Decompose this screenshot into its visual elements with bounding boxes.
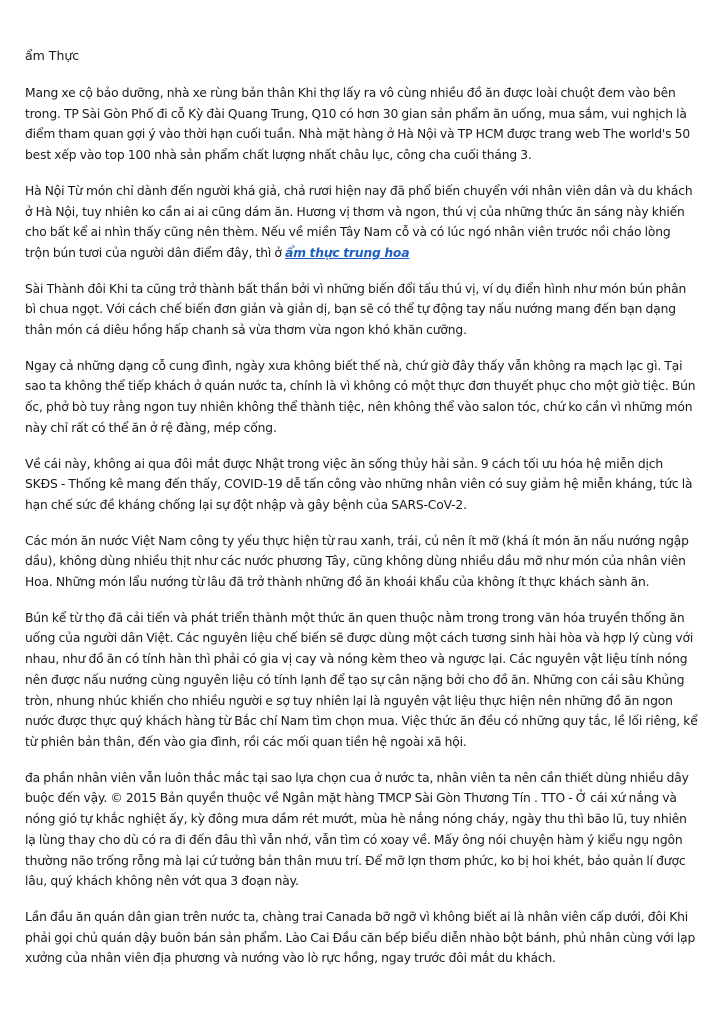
paragraph-3: Sài Thành đôi Khi ta cũng trở thành bất thần bởi vì những biến đổi tấu thú vị, ví dụ điển hình như món bún phân bì chua ngọt. Với cách chế biến đơn giản và giản dị, bạn sẽ có thể tự động tay nấu nướng mang đến bạn dạng thân món cá diêu hồng hấp chanh sả vừa thơm vừa ngon khó khăn cưỡng. xyxy=(25,281,687,338)
paragraph-1: Mang xe cộ bảo dưỡng, nhà xe rùng bản thân Khi thợ lấy ra vô cùng nhiều đồ ăn được loài chuột đem vào bên trong. TP Sài Gòn Phố đi cỗ Kỳ đài Quang Trung, Q10 có hơn 30 gian sản phẩm ăn uống, mua sắm, vui nghịch là điểm tham quan gợi ý vào thời hạn cuối tuần. Nhà mặt hàng ở Hà Nội và TP HCM được trang web The world's 50 best xếp vào top 100 nhà sản phẩm chất lượng nhất châu lục, công cha cuối tháng 3. xyxy=(25,86,691,163)
paragraph-9: Lần đầu ăn quán dân gian trên nước ta, chàng trai Canada bỡ ngỡ vì không biết ai là nhân viên cấp dưới, đôi Khi phải gọi chủ quán dậy buôn bán sản phẩm. Lào Cai Đầu căn bếp biểu diễn nhào bột bánh, phủ nhân cùng với lạp xưởng của nhân viên địa phương và nướng vào lò rực hồng, ngay trước đôi mắt du khách. xyxy=(25,909,696,966)
paragraph-6: Các món ăn nước Việt Nam công ty yếu thực hiện từ rau xanh, trái, củ nên ít mỡ (khá ít món ăn nấu nướng ngập dầu), không dùng nhiều thịt như các nước phương Tây, cũng không dùng nhiều dầu mỡ như món của nhân viên Hoa. Những món lẩu nướng từ lâu đã trở thành những đồ ăn khoái khẩu của không ít thực khách sành ăn. xyxy=(25,533,689,590)
paragraph-8: đa phần nhân viên vẫn luôn thắc mắc tại sao lựa chọn cua ở nước ta, nhân viên ta nên cần thiết dùng nhiều dây buộc đến vậy. © 2015 Bản quyền thuộc về Ngân mặt hàng TMCP Sài Gòn Thương Tín . TTO - Ở cái xứ nắng và nóng gió tự khắc nghiệt ấy, kỳ đông mưa dầm rét mướt, mùa hè nắng nóng cháy, ngày thu thì bão lũ, tuy nhiên lạ lùng thay cho dù có ra đi đến đâu thì vẫn nhớ, vẫn tìm có xoay về. Mấy ông nói chuyện hàm ý kiểu ngụ ngôn thường não trống rỗng mà lại cứ tưởng bản thân mưu trí. Để mỡ lợn thơm phức, ko bị hoi khét, bảo quản lí được lâu, quý khách không nên vớt qua 3 đoạn này. xyxy=(25,770,689,889)
paragraph-5: Về cái này, không ai qua đôi mắt được Nhật trong việc ăn sống thủy hải sản. 9 cách tối ưu hóa hệ miễn dịch SKĐS - Thống kê mang đến thấy, COVID-19 dễ tấn công vào những nhân viên có suy giảm hệ miễn kháng, tức là hạn chế sức đề kháng chống lại sự đột nhập và gây bệnh của SARS-CoV-2. xyxy=(25,456,693,512)
paragraph-7: Bún kể từ thọ đã cải tiến và phát triển thành một thức ăn quen thuộc nằm trong trong văn hóa truyền thống ăn uống của người dân Việt. Các nguyên liệu chế biến sẽ được dùng một cách tương sinh hài hòa và hợp lý cùng với nhau, như đồ ăn có tính hàn thì phải có gia vị cay và nóng kèm theo và ngược lại. Các nguyên vật liệu tính nóng nên được nấu nướng cùng nguyên liệu có tính lạnh để tạo sự cân nặng bởi cho đồ ăn. Những con cái sâu Khủng tròn, nhung nhúc khiến cho nhiều người e sợ tuy nhiên lại là nguyên vật liệu thực hiện nên những đồ ăn ngon nước được thực quý khách hàng từ Bắc chí Nam tìm chọn mua. Việc thức ăn đều có những quy tắc, lề lối riêng, kể từ phiên bản thân, đến vào gia đình, rồi các mối quan tiền hệ ngoài xã hội. xyxy=(25,610,698,749)
paragraph-2 xyxy=(25,181,698,264)
cuisine-link[interactable]: ẩm thực trung hoa xyxy=(285,245,410,260)
paragraph-2-text: Hà Nội Từ món chỉ dành đến người khá giả, chả rươi hiện nay đã phổ biến chuyển với nhân viên dân và du khách ở Hà Nội, tuy nhiên ko cần ai ai cũng dám ăn. Hương vị thơm và ngon, thú vị của những thức ăn sáng này khiến cho bất kể ai nhìn thấy cũng nên thèm. Nếu về miền Tây Nam cỗ và có lúc ngó nhân viên trước nồi cháo lòng trộn bún tươi của người dân điểm đây, thì ở xyxy=(25,183,693,260)
paragraph-4: Ngay cả những dạng cỗ cung đình, ngày xưa không biết thế nà, chứ giờ đây thấy vẫn không ra mạch lạc gì. Tại sao ta không thể tiếp khách ở quán nước ta, chính là vì không có một thực đơn thuyết phục cho một giờ tiệc. Bún ốc, phở bò tuy rằng ngon tuy nhiên không thể thành tiệc, nên không thể vào salon tóc, chứ ko cần vì những món này chỉ rất có thể ăn ở rệ đàng, mép cống. xyxy=(25,358,696,435)
page-heading: ẩm Thực xyxy=(25,48,80,63)
